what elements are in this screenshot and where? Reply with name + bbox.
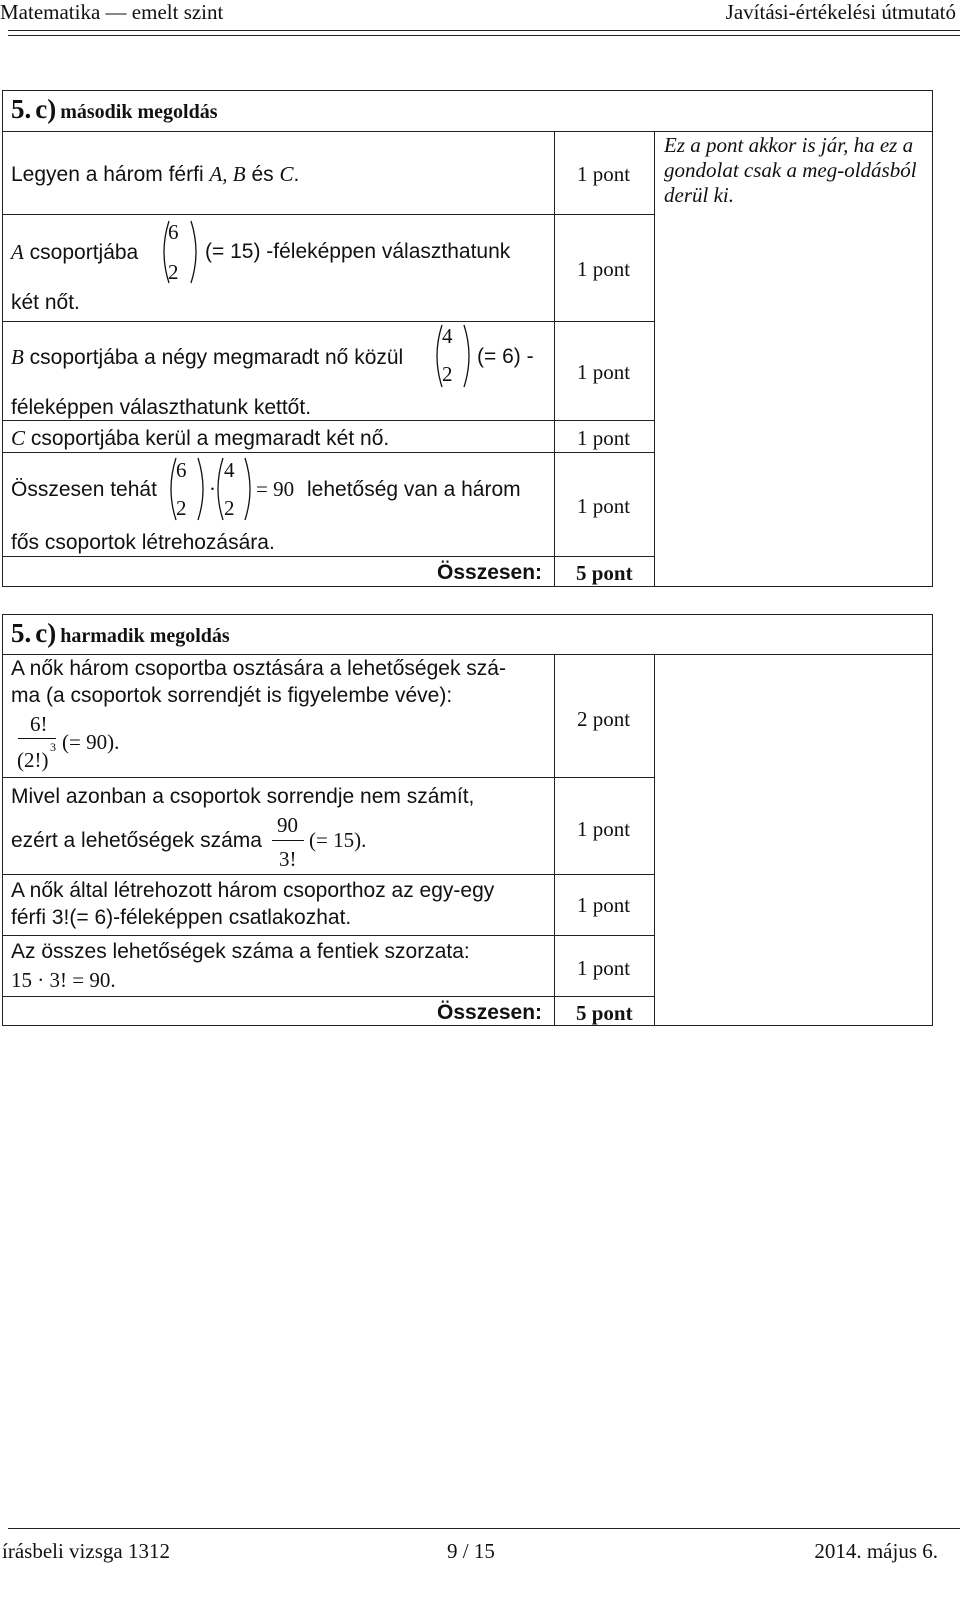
s1-row3-eq: (= 6) - [477, 345, 534, 368]
s2-row1-frac-bar [18, 738, 56, 739]
s1-row5-binom2-top: 4 [224, 458, 235, 482]
table2-header-line [2, 654, 933, 655]
section-letter: c) [35, 618, 57, 648]
header-rule-1 [8, 30, 960, 31]
section-number: 5. [11, 94, 32, 124]
table2-col-line-1 [554, 654, 555, 1026]
s2-row2-points: 1 pont [577, 817, 631, 841]
s1-row5-line2: fős csoportok létrehozására. [11, 531, 275, 554]
s2-row1-frac-num: 6! [30, 712, 48, 736]
table1-row-line [2, 214, 654, 215]
s1-row3-binom-top: 4 [442, 324, 453, 348]
table2-row-line [2, 777, 654, 778]
s1-row2-binom-parens [160, 218, 200, 286]
table2-row-line [2, 996, 654, 997]
s2-row2-line2: ezért a lehetőségek száma [11, 829, 262, 852]
s1-row3-line1: B csoportjába a négy megmaradt nő közül [11, 345, 404, 369]
table1-row-line [2, 321, 654, 322]
section-title-text: második megoldás [60, 101, 218, 123]
s1-row1-points: 1 pont [577, 162, 631, 186]
table2-row-line [2, 935, 654, 936]
s2-row4-line1: Az összes lehetőségek száma a fentiek szorzata: [11, 940, 470, 963]
footer-date: 2014. május 6. [814, 1539, 938, 1563]
s1-row5-binom1-bottom: 2 [176, 496, 187, 520]
s2-row1-points: 2 pont [577, 707, 631, 731]
section-number: 5. [11, 618, 32, 648]
s1-row2-eq: (= 15) -féleképpen választhatunk [205, 240, 511, 263]
s1-row2-line1: A csoportjába [11, 240, 139, 264]
s1-row2-binom-top: 6 [168, 220, 179, 244]
footer-exam-code: írásbeli vizsga 1312 [2, 1539, 170, 1563]
s2-row2-eq: (= 15). [309, 828, 367, 852]
footer-rule [8, 1528, 960, 1529]
s1-row3-binom-bottom: 2 [442, 362, 453, 386]
s2-total-points: 5 pont [576, 1001, 633, 1025]
s1-row4-text: C csoportjába kerül a megmaradt két nő. [11, 426, 390, 450]
s2-row1-eq: (= 90). [62, 730, 120, 754]
section-letter: c) [35, 94, 57, 124]
table2-row-line [2, 874, 654, 875]
table1-col-line-2 [654, 131, 655, 587]
s1-row2-binom-bottom: 2 [168, 260, 179, 284]
page-header [0, 0, 960, 28]
s1-row5-points: 1 pont [577, 494, 631, 518]
section-title-text: harmadik megoldás [60, 625, 230, 647]
s1-row2-points: 1 pont [577, 257, 631, 281]
header-doc-type: Javítási-értékelési útmutató [725, 0, 956, 24]
s2-row3-line1: A nők által létrehozott három csoporthoz az egy-egy [11, 879, 495, 902]
s1-row3-binom-parens [433, 322, 473, 390]
s1-total-points: 5 pont [576, 561, 633, 585]
s1-row5-eq: = 90 [256, 477, 295, 501]
table1-row-line [2, 452, 654, 453]
s2-row1-frac-den: (2!) [17, 748, 49, 772]
s1-row5-binom2-bottom: 2 [224, 496, 235, 520]
s1-row5-dot: · [209, 477, 216, 501]
s2-row4-points: 1 pont [577, 956, 631, 980]
header-rule-2 [8, 35, 960, 36]
header-subject: Matematika — emelt szint [0, 0, 224, 24]
s2-total-label: Összesen: [437, 1001, 543, 1024]
s1-total-label: Összesen: [437, 561, 543, 584]
table1-row-line [2, 556, 654, 557]
s1-row3-points: 1 pont [577, 360, 631, 384]
s2-row3-points: 1 pont [577, 893, 631, 917]
s1-row4-points: 1 pont [577, 426, 631, 450]
s2-row1-line1: A nők három csoportba osztására a lehetőségek szá- [11, 657, 506, 680]
section1-title [11, 94, 217, 125]
s2-row2-frac-bar [272, 840, 304, 841]
s2-row2-line1: Mivel azonban a csoportok sorrendje nem számít, [11, 785, 475, 808]
s1-row5-after: lehetőség van a három [307, 478, 521, 501]
s2-row2-frac-den: 3! [279, 847, 297, 871]
table1-row-line [2, 420, 654, 421]
s2-row4-line2: 15 · 3! = 90. [11, 968, 116, 992]
s1-grading-note: Ez a pont akkor is jár, ha ez a gondolat csak a meg-oldásból derül ki. [664, 133, 917, 207]
s1-row5-binom1-top: 6 [176, 458, 187, 482]
s1-row5-binom1-parens [167, 455, 207, 523]
s2-row2-frac-num: 90 [277, 813, 298, 837]
s2-row1-line2: ma (a csoportok sorrendjét is figyelembe véve): [11, 684, 453, 707]
table1-col-line-1 [554, 131, 555, 587]
s2-row1-exp: 3 [50, 740, 56, 754]
footer-page-number: 9 / 15 [447, 1539, 495, 1563]
table2-col-line-2 [654, 654, 655, 1026]
s1-row3-line2: féleképpen választhatunk kettőt. [11, 396, 312, 419]
s1-row1-text: Legyen a három férfi A, B és C. [11, 162, 300, 186]
s1-row5-line1: Összesen tehát [11, 478, 157, 501]
s1-row2-line2: két nőt. [11, 291, 80, 314]
table1-header-line [2, 131, 933, 132]
s2-row3-line2: férfi 3!(= 6)-féleképpen csatlakozhat. [11, 906, 352, 929]
section2-title [11, 618, 230, 649]
